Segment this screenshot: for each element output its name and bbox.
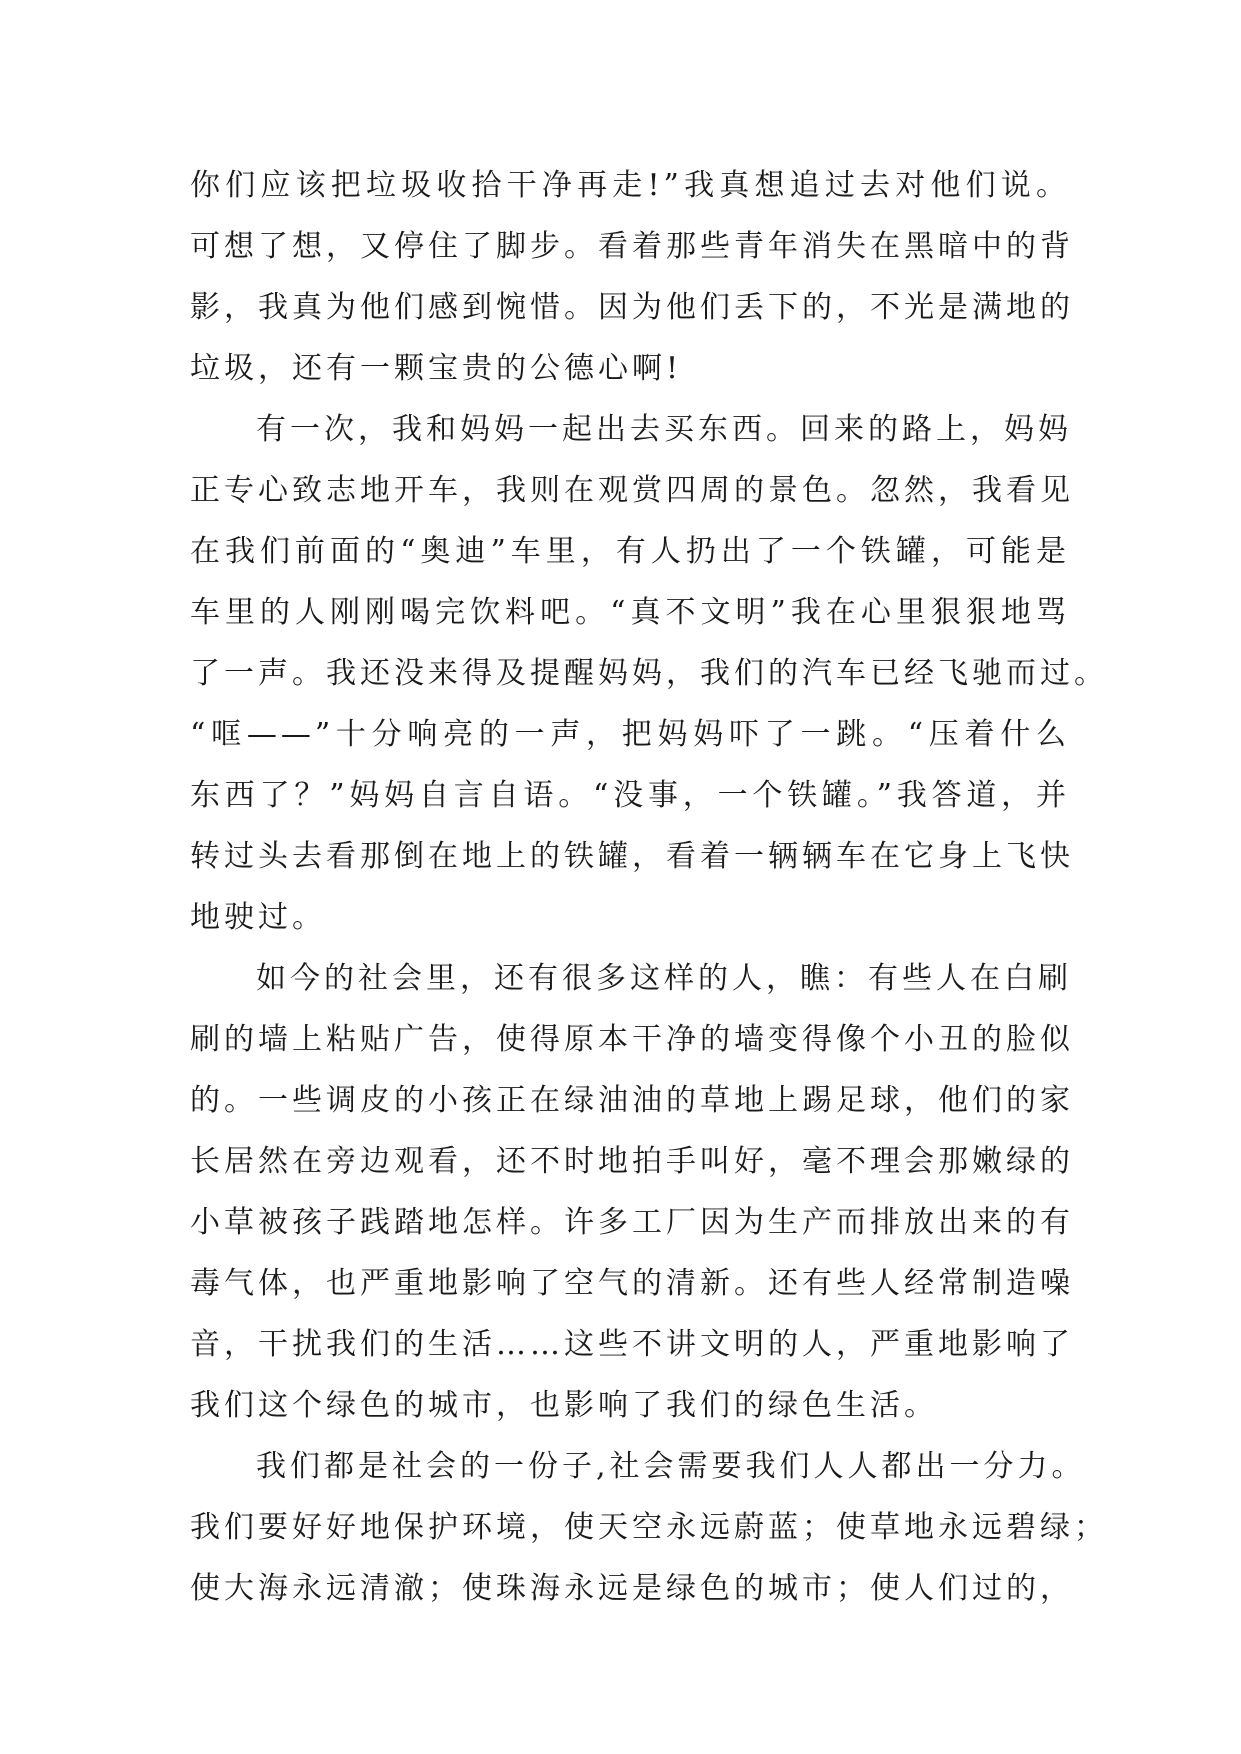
text-line: 我们都是社会的一份子,社会需要我们人人都出一分力。 [256, 1449, 1086, 1484]
text-line: 你们应该把垃圾收拾干净再走!”我真想追过去对他们说。 [190, 168, 1070, 203]
text-line: 垃圾，还有一颗宝贵的公德心啊! [190, 351, 683, 386]
text-line: 在我们前面的“奥迪”车里，有人扔出了一个铁罐，可能是 [190, 534, 1070, 569]
text-line: 长居然在旁边观看，还不时地拍手叫好，毫不理会那嫩绿的 [190, 1144, 1074, 1179]
body-text [190, 155, 1108, 1619]
text-line: 使大海永远清澈；使珠海永远是绿色的城市；使人们过的， [190, 1571, 1074, 1606]
text-line: 我们要好好地保护环境，使天空永远蔚蓝；使草地永远碧绿； [190, 1510, 1108, 1545]
text-line: 刷的墙上粘贴广告，使得原本干净的墙变得像个小丑的脸似 [190, 1022, 1074, 1057]
text-line: 如今的社会里，还有很多这样的人，瞧：有些人在白刷 [256, 961, 1072, 996]
text-line: 地驶过。 [190, 900, 326, 935]
text-line: 小草被孩子践踏地怎样。许多工厂因为生产而排放出来的有 [190, 1205, 1074, 1240]
paragraph [190, 399, 1108, 948]
text-line: 我们这个绿色的城市，也影响了我们的绿色生活。 [190, 1388, 938, 1423]
text-line: 车里的人刚刚喝完饮料吧。“真不文明”我在心里狠狠地骂 [190, 595, 1070, 630]
text-line: 转过头去看那倒在地上的铁罐，看着一辆辆车在它身上飞快 [190, 839, 1074, 874]
text-line: “哐——”十分响亮的一声，把妈妈吓了一跳。“压着什么 [190, 717, 1070, 752]
text-line: 影，我真为他们感到惋惜。因为他们丢下的，不光是满地的 [190, 290, 1074, 325]
text-line: 了一声。我还没来得及提醒妈妈，我们的汽车已经飞驰而过。 [190, 656, 1108, 691]
text-line: 音，干扰我们的生活……这些不讲文明的人，严重地影响了 [190, 1327, 1074, 1362]
paragraph [190, 155, 1074, 399]
text-line: 东西了？”妈妈自言自语。“没事，一个铁罐。”我答道，并 [190, 778, 1070, 813]
paragraph [190, 1436, 1108, 1619]
text-line: 有一次，我和妈妈一起出去买东西。回来的路上，妈妈 [256, 412, 1072, 447]
text-line: 可想了想，又停住了脚步。看着那些青年消失在黑暗中的背 [190, 229, 1074, 264]
text-line: 正专心致志地开车，我则在观赏四周的景色。忽然，我看见 [190, 473, 1074, 508]
paragraph [190, 948, 1074, 1436]
text-line: 毒气体，也严重地影响了空气的清新。还有些人经常制造噪 [190, 1266, 1074, 1301]
text-line: 的。一些调皮的小孩正在绿油油的草地上踢足球，他们的家 [190, 1083, 1074, 1118]
